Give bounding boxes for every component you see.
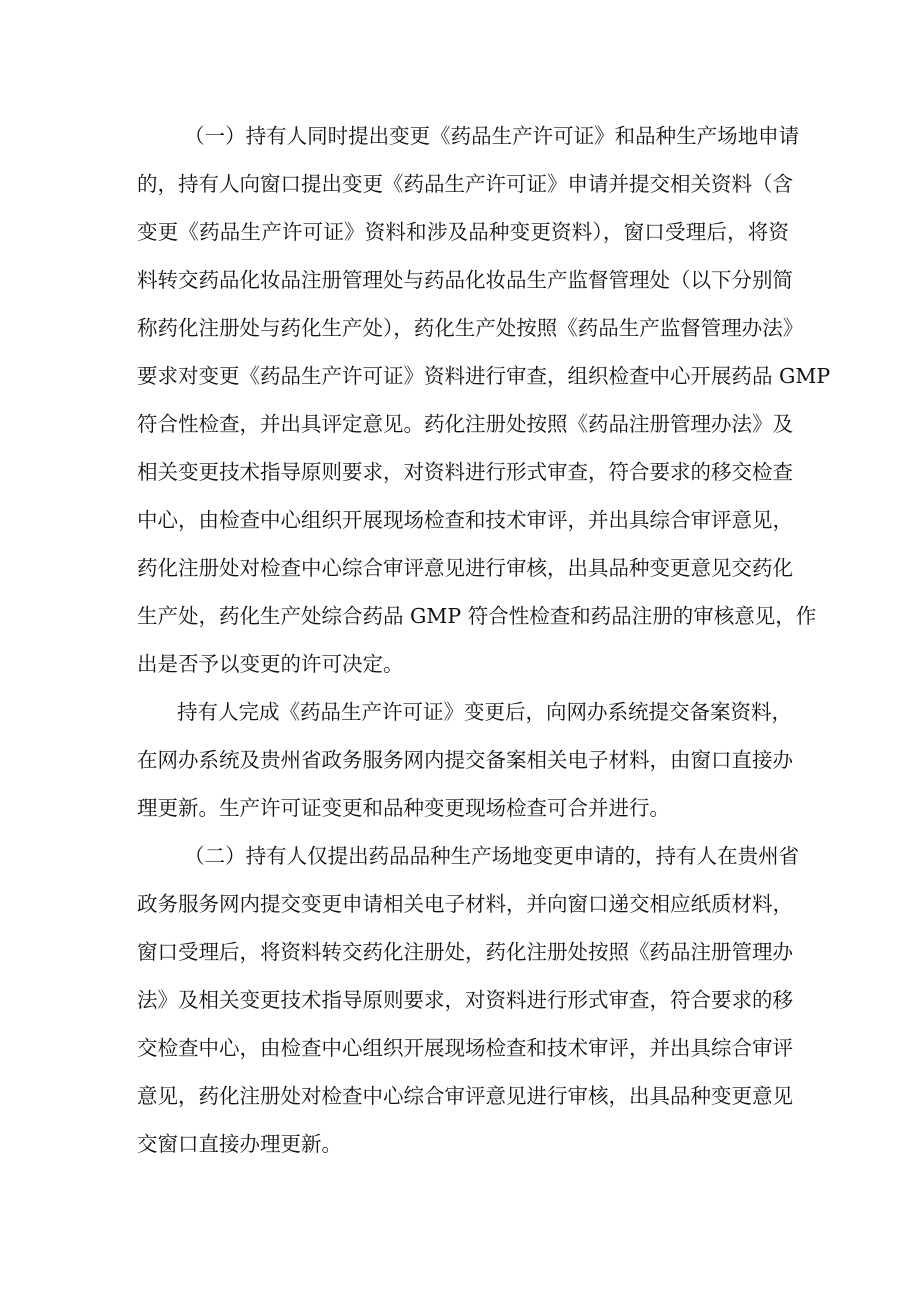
paragraph-line: 生产处，药化生产处综合药品 GMP 符合性检查和药品注册的审核意见，作 [137, 604, 817, 628]
paragraph-line: 政务服务网内提交变更申请相关电子材料，并向窗口递交相应纸质材料， [137, 892, 793, 916]
paragraph-line: 在网办系统及贵州省政务服务网内提交备案相关电子材料，由窗口直接办 [137, 748, 793, 772]
paragraph-line: 法》及相关变更技术指导原则要求，对资料进行形式审查，符合要求的移 [137, 988, 793, 1012]
paragraph-1 [137, 112, 831, 688]
paragraph-line: 符合性检查，并出具评定意见。药化注册处按照《药品注册管理办法》及 [137, 412, 793, 436]
paragraph-line: 要求对变更《药品生产许可证》资料进行审查，组织检查中心开展药品 GMP [137, 364, 831, 388]
paragraph-line: 持有人完成《药品生产许可证》变更后，向网办系统提交备案资料， [176, 700, 792, 724]
paragraph-line: 理更新。生产许可证变更和品种变更现场检查可合并进行。 [137, 796, 670, 820]
paragraph-line: 意见，药化注册处对检查中心综合审评意见进行审核，出具品种变更意见 [137, 1084, 793, 1108]
paragraph-line: 的，持有人向窗口提出变更《药品生产许可证》申请并提交相关资料（含 [137, 172, 793, 196]
paragraph-line: （一）持有人同时提出变更《药品生产许可证》和品种生产场地申请 [184, 124, 800, 148]
paragraph-line: 中心，由检查中心组织开展现场检查和技术审评，并出具综合审评意见， [137, 508, 793, 532]
paragraph-line: 称药化注册处与药化生产处），药化生产处按照《药品生产监督管理办法》 [137, 316, 804, 340]
paragraph-3 [137, 832, 800, 1168]
paragraph-line: 交窗口直接办理更新。 [137, 1132, 342, 1156]
paragraph-line: 药化注册处对检查中心综合审评意见进行审核，出具品种变更意见交药化 [137, 556, 793, 580]
document-body [137, 112, 831, 1168]
paragraph-line: 变更《药品生产许可证》资料和涉及品种变更资料），窗口受理后，将资 [137, 220, 789, 244]
paragraph-line: 料转交药品化妆品注册管理处与药品化妆品生产监督管理处（以下分别简 [137, 268, 793, 292]
paragraph-line: 出是否予以变更的许可决定。 [137, 652, 404, 676]
paragraph-line: 相关变更技术指导原则要求，对资料进行形式审查，符合要求的移交检查 [137, 460, 793, 484]
paragraph-2 [137, 688, 793, 832]
paragraph-line: 交检查中心，由检查中心组织开展现场检查和技术审评，并出具综合审评 [137, 1036, 793, 1060]
paragraph-line: 窗口受理后，将资料转交药化注册处，药化注册处按照《药品注册管理办 [137, 940, 793, 964]
paragraph-line: （二）持有人仅提出药品品种生产场地变更申请的，持有人在贵州省 [184, 844, 800, 868]
